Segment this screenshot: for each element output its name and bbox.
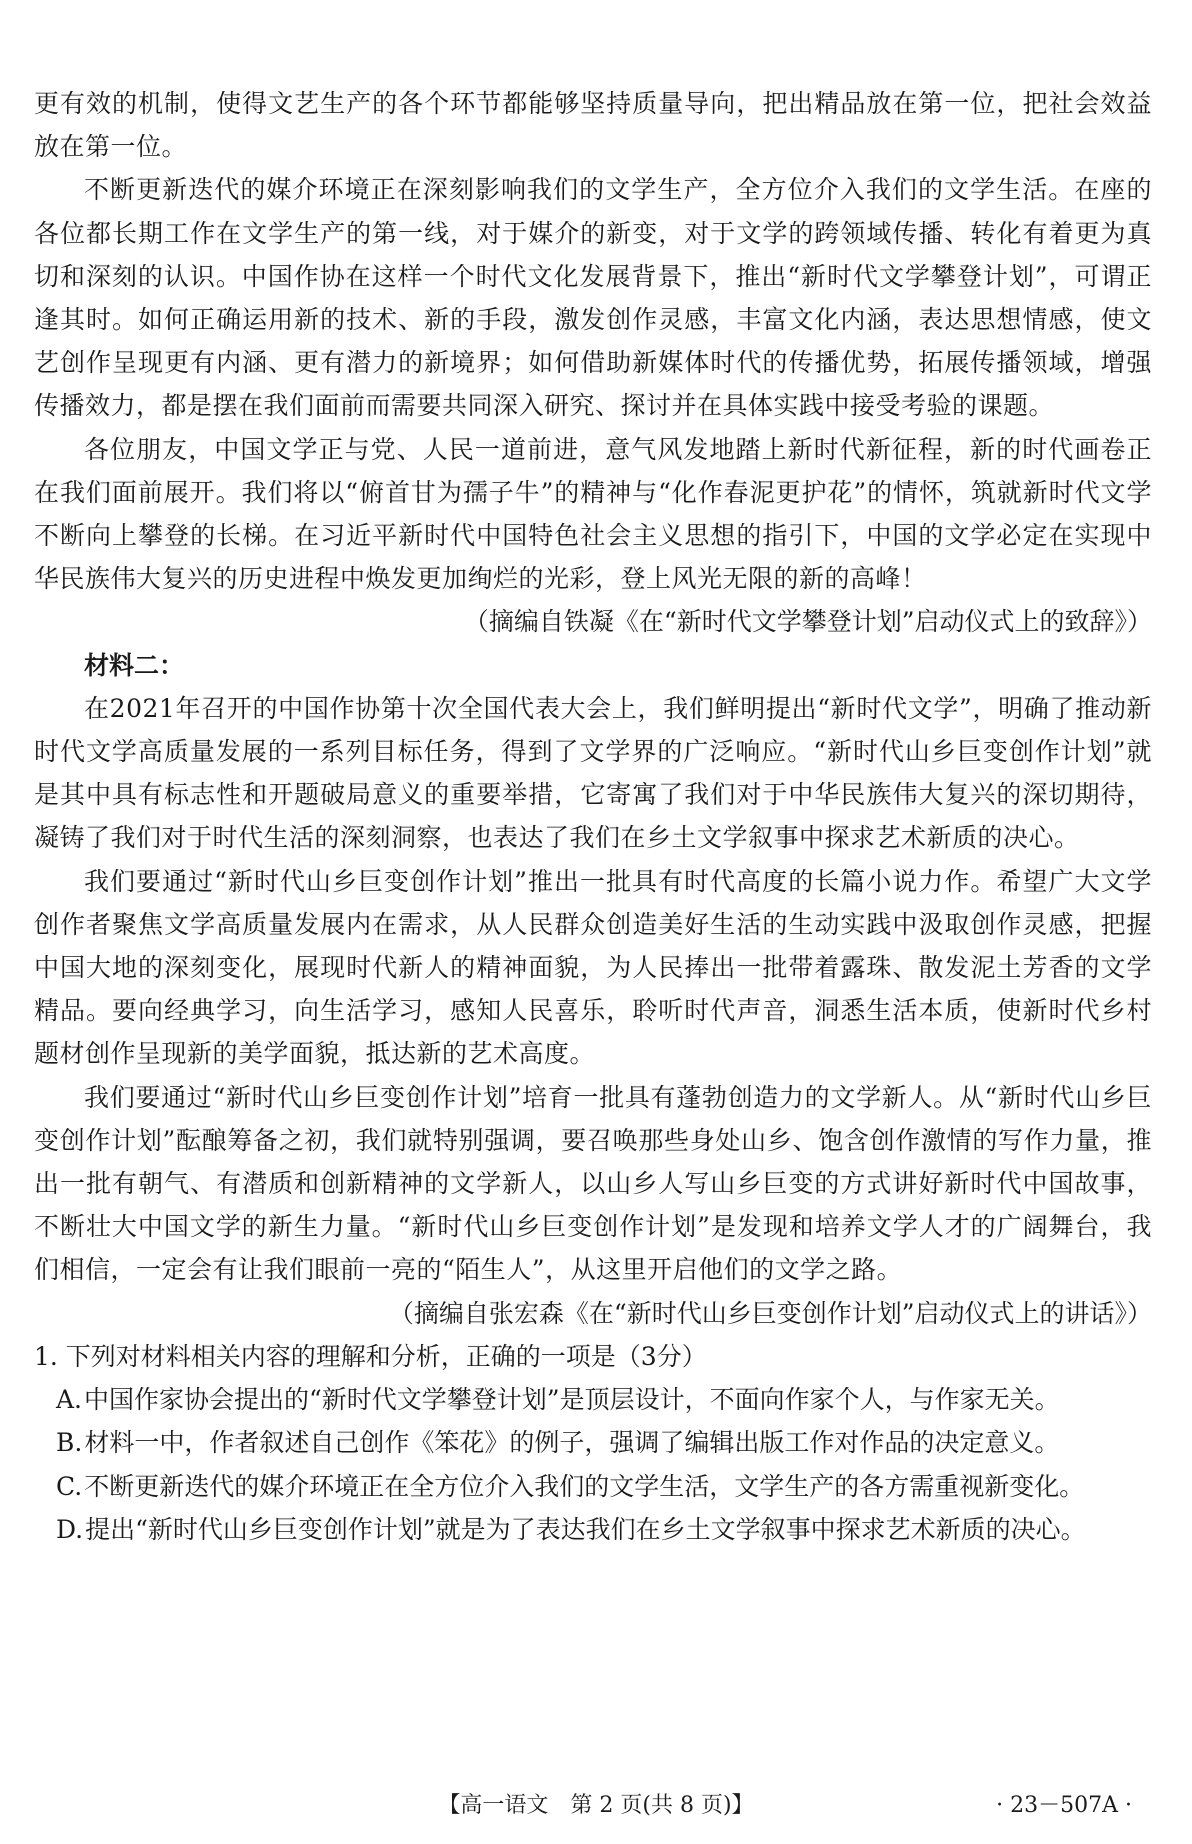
question-1-option-d (34, 1508, 1152, 1551)
option-letter: A. (56, 1385, 83, 1415)
paragraph-material-2-1: 在2021年召开的中国作协第十次全国代表大会上，我们鲜明提出“新时代文学”，明确了推动新时代文学高质量发展的一系列目标任务，得到了文学界的广泛响应。“新时代山乡巨变创作计划”就是其中具有标志性和开题破局意义的重要举措，它寄寓了我们对于中华民族伟大复兴的深切期待，凝铸了我们对于时代生活的深刻洞察，也表达了我们在乡土文学叙事中探求艺术新质的决心。 (34, 693, 1152, 853)
question-1-stem: 1. 下列对材料相关内容的理解和分析，正确的一项是（3分） (34, 1341, 707, 1371)
option-letter: C. (56, 1471, 83, 1501)
question-1-option-c (34, 1465, 1152, 1508)
option-text: 材料一中，作者叙述自己创作《笨花》的例子，强调了编辑出版工作对作品的决定意义。 (84, 1428, 1060, 1458)
material-2-heading: 材料二： (84, 650, 185, 680)
page-footer (0, 1788, 1192, 1824)
paragraph-intro-3: 各位朋友，中国文学正与党、人民一道前进，意气风发地踏上新时代新征程，新的时代画卷正在我们面前展开。我们将以“俯首甘为孺子牛”的精神与“化作春泥更护花”的情怀，筑就新时代文学不断向上攀登的长梯。在习近平新时代中国特色社会主义思想的指引下，中国的文学必定在实现中华民族伟大复兴的历史进程中焕发更加绚烂的光彩，登上风光无限的新的高峰！ (34, 434, 1152, 594)
source-citation-1: （摘编自铁凝《在“新时代文学攀登计划”启动仪式上的致辞》） (463, 607, 1152, 637)
paragraph-material-2-2: 我们要通过“新时代山乡巨变创作计划”推出一批具有时代高度的长篇小说力作。希望广大文学创作者聚焦文学高质量发展内在需求，从人民群众创造美好生活的生动实践中汲取创作灵感，把握中国大地的深刻变化，展现时代新人的精神面貌，为人民捧出一批带着露珠、散发泥土芳香的文学精品。要向经典学习，向生活学习，感知人民喜乐，聆听时代声音，洞悉生活本质，使新时代乡村题材创作呈现新的美学面貌，抵达新的艺术高度。 (34, 866, 1152, 1069)
option-text: 中国作家协会提出的“新时代文学攀登计划”是顶层设计，不面向作家个人，与作家无关。 (84, 1385, 1060, 1415)
paragraph-intro-1: 更有效的机制，使得文艺生产的各个环节都能够坚持质量导向，把出精品放在第一位，把社会效益放在第一位。 (34, 89, 1152, 162)
paragraph-material-2-3: 我们要通过“新时代山乡巨变创作计划”培育一批具有蓬勃创造力的文学新人。从“新时代山乡巨变创作计划”酝酿筹备之初，我们就特别强调，要召唤那些身处山乡、饱含创作激情的写作力量，推出一批有朝气、有潜质和创新精神的文学新人，以山乡人写山乡巨变的方式讲好新时代中国故事，不断壮大中国文学的新生力量。“新时代山乡巨变创作计划”是发现和培养文学人才的广阔舞台，我们相信，一定会有让我们眼前一亮的“陌生人”，从这里开启他们的文学之路。 (34, 1082, 1152, 1285)
option-text: 提出“新时代山乡巨变创作计划”就是为了表达我们在乡土文学叙事中探求艺术新质的决心。 (85, 1514, 1086, 1544)
option-letter: B. (56, 1428, 83, 1458)
paragraph-intro-2: 不断更新迭代的媒介环境正在深刻影响我们的文学生产，全方位介入我们的文学生活。在座的各位都长期工作在文学生产的第一线，对于媒介的新变，对于文学的跨领域传播、转化有着更为真切和深刻的认识。中国作协在这样一个时代文化发展背景下，推出“新时代文学攀登计划”，可谓正逢其时。如何正确运用新的技术、新的手段，激发创作灵感，丰富文化内涵，表达思想情感，使文艺创作呈现更有内涵、更有潜力的新境界；如何借助新媒体时代的传播优势，拓展传播领域，增强传播效力，都是摆在我们面前而需要共同深入研究、探讨并在具体实践中接受考验的课题。 (34, 175, 1152, 421)
footer-page-info: 【高一语文 第 2 页(共 8 页)】 (438, 1793, 754, 1818)
question-1-option-b (34, 1421, 1152, 1464)
option-text: 不断更新迭代的媒介环境正在全方位介入我们的文学生活，文学生产的各方需重视新变化。 (84, 1471, 1085, 1501)
option-letter: D. (56, 1514, 84, 1544)
source-citation-2: （摘编自张宏森《在“新时代山乡巨变创作计划”启动仪式上的讲话》） (388, 1298, 1152, 1328)
footer-exam-code: · 23－507A · (996, 1793, 1132, 1818)
question-1-option-a (34, 1378, 1152, 1421)
